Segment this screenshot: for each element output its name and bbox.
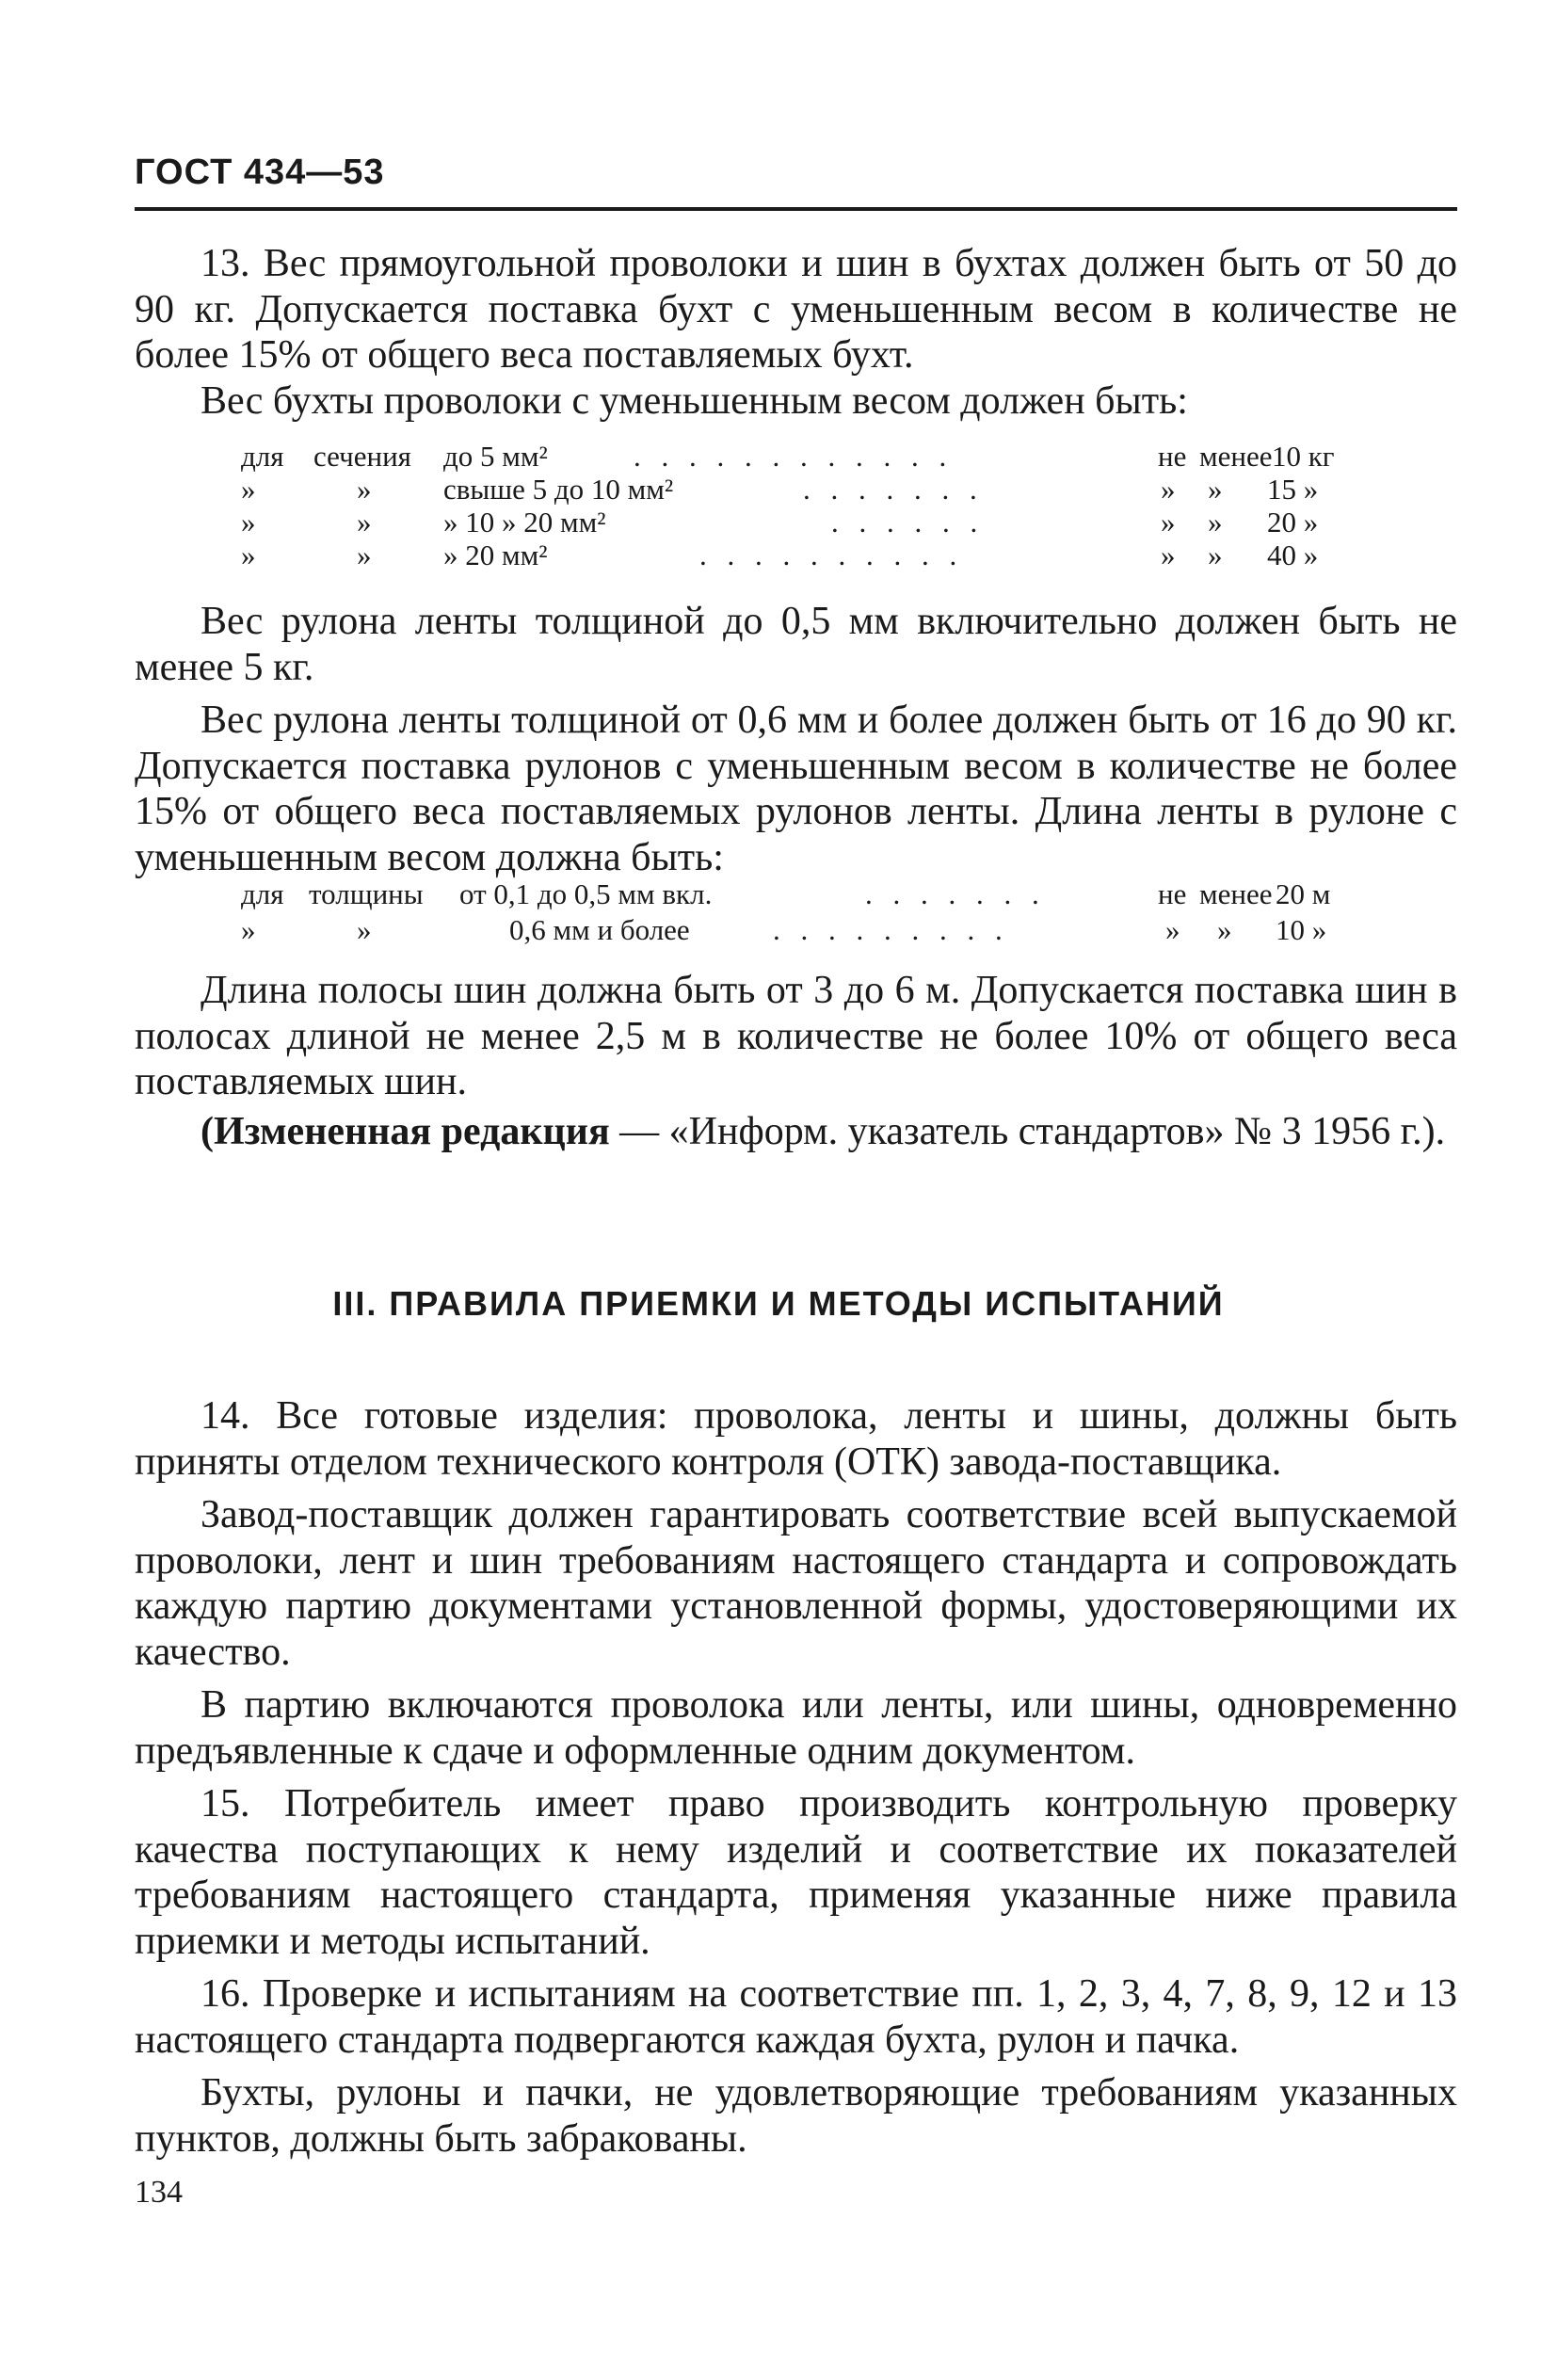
table-cell: »: [357, 506, 372, 539]
paragraph-14-acceptance: 14. Все готовые изделия: проволока, ленты и шины, должны быть приняты отделом технического контроля (ОТК) завода-поставщика.: [135, 1394, 1457, 1484]
paragraph-tape-weight-thin: Вес рулона ленты толщиной до 0,5 мм включительно должен быть не менее 5 кг.: [135, 600, 1457, 689]
leader-dots: . . . . . . . . .: [773, 913, 1009, 946]
table-row: [135, 440, 1457, 473]
table-row: [135, 913, 1457, 946]
table-cell: для: [241, 440, 284, 473]
leader-dots: . . . . . . .: [803, 473, 984, 506]
table-row: [135, 473, 1457, 506]
table-cell: »: [1165, 913, 1180, 946]
section-heading: III. ПРАВИЛА ПРИЕМКИ И МЕТОДЫ ИСПЫТАНИЙ: [332, 1284, 1225, 1323]
table-cell: от 0,1 до 0,5 мм вкл.: [459, 877, 713, 910]
page-number: 134: [135, 2175, 183, 2210]
paragraph-batch-definition: В партию включаются проволока или ленты, или шины, одновременно предъявленные к сдаче и оформленные одним документом.: [135, 1683, 1457, 1773]
paragraph-amendment-note: [135, 1109, 1457, 1155]
leader-dots: . . . . . . . . . .: [699, 539, 964, 571]
paragraph-15-consumer-check: 15. Потребитель имеет право производить контрольную проверку качества поступающих к нему изделий и соответствие их показателей требованиям настоящего стандарта, применяя указанные ниже правила приемки и методы испытаний.: [135, 1782, 1457, 1963]
table-row: [135, 539, 1457, 571]
tape-length-table: [135, 877, 1457, 946]
table-cell: сечения: [313, 440, 411, 473]
paragraph-coil-weight-intro: Вес бухты проволоки с уменьшенным весом должен быть:: [201, 378, 1188, 423]
amendment-label: (Измененная редакция: [201, 1109, 610, 1153]
table-cell: »: [357, 539, 372, 571]
paragraph-rejection: Бухты, рулоны и пачки, не удовлетворяющие требованиям указанных пунктов, должны быть забракованы.: [135, 2071, 1457, 2161]
table-cell: 10 »: [1276, 913, 1327, 946]
page-header: ГОСТ 434—53: [135, 153, 385, 192]
table-cell: »: [1208, 506, 1223, 539]
leader-dots: . . . . . . . . . . . .: [634, 440, 954, 473]
table-row: [135, 877, 1457, 910]
table-cell: » 10 » 20 мм²: [443, 506, 606, 539]
leader-dots: . . . . . . .: [865, 877, 1046, 910]
table-cell: »: [241, 506, 256, 539]
table-cell: 10 кг: [1272, 440, 1335, 473]
table-cell: не: [1158, 877, 1187, 910]
table-cell: »: [1208, 539, 1223, 571]
table-cell: »: [1217, 913, 1232, 946]
paragraph-bar-length: Длина полосы шин должна быть от 3 до 6 м. Допускается поставка шин в полосах длиной не менее 2,5 м в количестве не более 10% от общего веса поставляемых шин.: [135, 969, 1457, 1103]
section-13-tape-block: [135, 599, 1457, 880]
table-cell: »: [241, 539, 256, 571]
table-cell: 20 »: [1267, 506, 1319, 539]
section-13-block: [135, 241, 1457, 424]
table-cell: »: [1161, 473, 1176, 506]
coil-weight-table: [135, 440, 1457, 571]
paragraph-16-inspection: 16. Проверке и испытаниям на соответствие пп. 1, 2, 3, 4, 7, 8, 9, 12 и 13 настоящего стандарта подвергаются каждая бухта, рулон и пачка.: [135, 1972, 1457, 2062]
paragraph-13-weight: 13. Вес прямоугольной проволоки и шин в бухтах должен быть от 50 до 90 кг. Допускается поставка бухт с уменьшенным весом в количестве не более 15% от общего веса поставляемых бухт.: [135, 242, 1457, 377]
table-cell: »: [357, 913, 372, 946]
section-13-bars-block: [135, 968, 1457, 1154]
table-cell: толщины: [309, 877, 424, 910]
table-cell: »: [1161, 539, 1176, 571]
amendment-reference: — «Информ. указатель стандартов» № 3 1956 г.).: [609, 1109, 1446, 1153]
table-cell: »: [241, 913, 256, 946]
table-cell: 40 »: [1267, 539, 1319, 571]
table-cell: менее: [1199, 877, 1273, 910]
table-cell: » 20 мм²: [443, 539, 548, 571]
paragraph-supplier-guarantee: Завод-поставщик должен гарантировать соответствие всей выпускаемой проволоки, лент и шин требованиям настоящего стандарта и сопровождать каждую партию документами установленной формы, удостоверяющими их качество.: [135, 1493, 1457, 1674]
table-cell: »: [1161, 506, 1176, 539]
table-cell: свыше 5 до 10 мм²: [443, 473, 674, 506]
section-3-block: [135, 1393, 1457, 2162]
table-cell: »: [1208, 473, 1223, 506]
header-rule: [135, 207, 1457, 211]
leader-dots: . . . . . .: [831, 506, 985, 539]
paragraph-tape-weight-thick: Вес рулона ленты толщиной от 0,6 мм и более должен быть от 16 до 90 кг. Допускается поставка рулонов с уменьшенным весом в количестве не более 15% от общего веса поставляемых рулонов ленты. Длина ленты в рулоне с уменьшенным весом должна быть:: [135, 699, 1457, 879]
table-cell: 20 м: [1276, 877, 1331, 910]
table-cell: »: [241, 473, 256, 506]
table-cell: до 5 мм²: [443, 440, 548, 473]
table-cell: менее: [1199, 440, 1273, 473]
table-cell: для: [241, 877, 284, 910]
table-cell: не: [1158, 440, 1187, 473]
table-cell: 0,6 мм и более: [509, 913, 690, 946]
table-row: [135, 506, 1457, 539]
table-cell: »: [357, 473, 372, 506]
table-cell: 15 »: [1267, 473, 1319, 506]
